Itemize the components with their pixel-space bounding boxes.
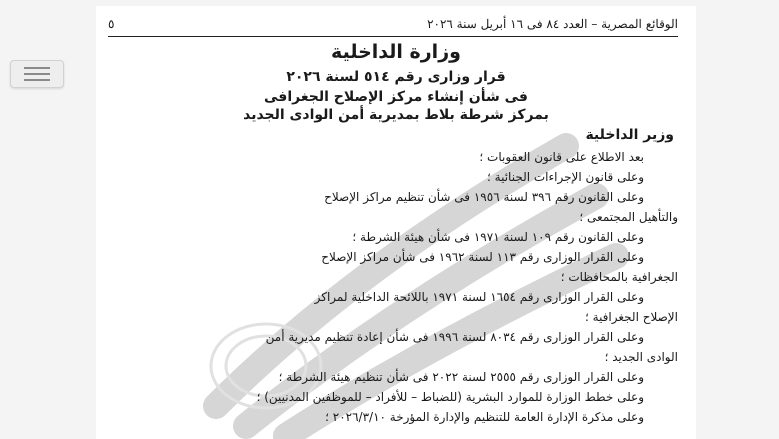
preamble-line: بعد الاطلاع على قانون العقوبات ؛ bbox=[479, 150, 644, 164]
preamble-line: وعلى القانون رقم ١٠٩ لسنة ١٩٧١ فى شأن هيئة الشرطة ؛ bbox=[352, 230, 644, 244]
minister-heading: وزير الداخلية bbox=[585, 127, 674, 143]
menu-bar bbox=[24, 79, 50, 81]
preamble-line: الجغرافية بالمحافظات ؛ bbox=[560, 270, 678, 284]
preamble-line: وعلى القرار الوزارى رقم ٨٠٣٤ لسنة ١٩٩٦ فى شأن إعادة تنظيم مديرية أمن bbox=[265, 330, 644, 344]
header-divider bbox=[108, 36, 678, 37]
menu-bar bbox=[24, 73, 50, 75]
preamble-line: الإصلاح الجغرافية ؛ bbox=[585, 310, 678, 324]
preamble-line: وعلى مذكرة الإدارة العامة للتنظيم والإدارة المؤرخة ٢٠٢٦/٣/١٠ ؛ bbox=[325, 410, 644, 424]
preamble-line: وعلى القرار الوزارى رقم ١٦٥٤ لسنة ١٩٧١ باللائحة الداخلية لمراكز bbox=[314, 290, 644, 304]
running-title: الوقائع المصرية – العدد ٨٤ فى ١٦ أبريل سنة ٢٠٢٦ bbox=[427, 17, 678, 31]
decree-title: قرار وزارى رقم ٥١٤ لسنة ٢٠٢٦ bbox=[286, 69, 506, 85]
preamble-line: وعلى القرار الوزارى رقم ٢٥٥٥ لسنة ٢٠٢٢ فى شأن تنظيم هيئة الشرطة ؛ bbox=[278, 370, 644, 384]
hamburger-menu-icon[interactable] bbox=[10, 60, 64, 88]
decree-subject-line-2: بمركز شرطة بلاط بمديرية أمن الوادى الجديد bbox=[243, 107, 549, 123]
preamble-line: وعلى القانون رقم ٣٩٦ لسنة ١٩٥٦ فى شأن تنظيم مراكز الإصلاح bbox=[324, 190, 644, 204]
page-number: ٥ bbox=[108, 17, 115, 31]
ministry-title: وزارة الداخلية bbox=[331, 41, 461, 63]
gazette-page bbox=[96, 6, 696, 439]
preamble-line: وعلى القرار الوزارى رقم ١١٣ لسنة ١٩٦٢ فى شأن مراكز الإصلاح bbox=[321, 250, 644, 264]
running-header bbox=[108, 15, 678, 33]
preamble-line: وعلى قانون الإجراءات الجنائية ؛ bbox=[487, 170, 644, 184]
preamble-line: الوادى الجديد ؛ bbox=[604, 350, 678, 364]
menu-bar bbox=[24, 67, 50, 69]
preamble-text bbox=[108, 147, 678, 427]
decree-subject-line-1: فى شأن إنشاء مركز الإصلاح الجغرافى bbox=[264, 89, 528, 105]
preamble-line: وعلى خطط الوزارة للموارد البشرية (للضباط – للأفراد – للموظفين المدنيين) ؛ bbox=[256, 390, 644, 404]
preamble-line: والتأهيل المجتمعى ؛ bbox=[579, 210, 678, 224]
